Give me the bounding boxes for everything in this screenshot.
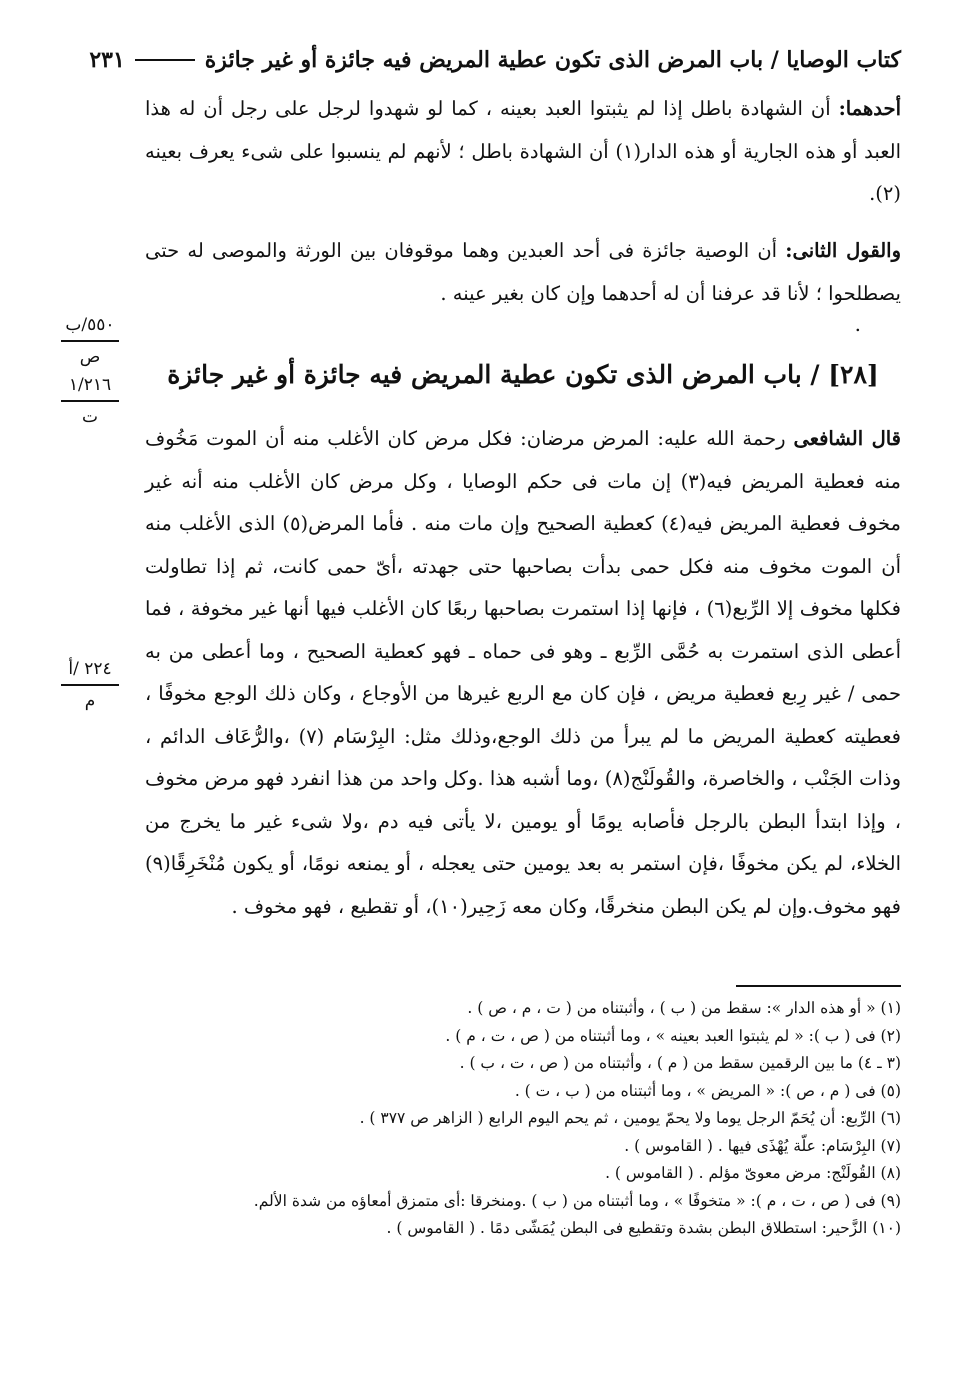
footnote-divider — [736, 985, 901, 987]
margin-note-rule — [61, 684, 119, 686]
paragraph-body: أن الوصية جائزة فى أحد العبدين وهما موقوفان بين الورثة والموصى له حتى يصطلحوا ؛ لأنا قد عرفنا أن له أحدهما وإن كان بغير عينه . — [145, 239, 901, 305]
paragraph-main-text — [145, 418, 901, 928]
footnote: (٢) فى ( ب ): « لم يثبتوا العبد بعينه » ، وما أثبتناه من ( ص ، ت ، م ) . — [445, 1026, 901, 1045]
section-heading: [٢٨] / باب المرض الذى تكون عطية المريض فيه جائزة أو غير جائزة — [167, 360, 879, 389]
paragraph-second-opinion — [145, 230, 901, 315]
footnotes-list — [145, 995, 901, 1243]
page-number: ٢٣١ — [89, 47, 125, 73]
paragraph-lead: والقول الثانى: — [785, 239, 901, 262]
margin-note — [55, 312, 125, 370]
paragraph-text — [145, 418, 901, 928]
paragraph-lead: أحدهما: — [838, 97, 901, 120]
margin-note-top: ١/٢١٦ — [68, 375, 112, 395]
footnote: (٨) القُولَنْج: مرض معوىّ مؤلم . ( القاموس ) . — [605, 1164, 901, 1182]
paragraph-text — [145, 230, 901, 315]
margin-note-bottom: ت — [81, 407, 98, 427]
paragraph-body: رحمة الله عليه: المرض مرضان: فكل مرض كان الأغلب منه أن الموت مَخُوف منه فعطية المريض فيه(٣) إن مات فى حكم الوصايا ، وكل مرض كان الأغلب منه أنه غير مخوف فعطية المريض فيه(٤) كعطية الصحيح وإن مات منه . فأما المرض(٥) الذى الأغلب منه أن الموت مخوف منه فكل حمى بدأت بصاحبها حتى جهدته ،أىّ حمى كانت، ثم إذا تطاولت فكلها مخوف إلا الرِّبع(٦) ، فإنها إذا استمرت بصاحبها ربعًا كان الأغلب فيها أنها غير مخوفة ، فما أعطى الذى استمرت به حُمَّى الرِّبع ـ وهو فى حماه ـ فهو كعطية الصحيح ، وما أعطى من به حمى / غير رِبع فعطية مريض ، فإن كان مع الربع غيرها من الأوجاع ، وكان ذلك الوجع مخوفًا ، فعطيته كعطية المريض ما لم يبرأ من ذلك الوجع،وذلك مثل: البِرْسَام (٧) ،والرُّعَاف الدائم ، وذات الجَنْب ، والخاصرة، والقُولَنْج(٨) ،وما أشبه هذا .وكل واحد من هذا انفرد فهو مرض مخوف ، وإذا ابتدأ البطن بالرجل فأصابه يومًا أو يومين ،لا يأتى فيه دم ،ولا شىء غير ما يخرج من الخلاء، لم يكن مخوفًا ،فإن استمر به بعد يومين حتى يعجله ، أو يمنعه نومًا، أو يكون مُنْخَرِقًا(٩) فهو مخوف.وإن لم يكن البطن منخرقًا، وكان معه زَحِير(١٠)، أو تقطيع ، فهو مخوف . — [145, 427, 902, 918]
paragraph-body: أن الشهادة باطل إذا لم يثبتوا العبد بعينه ، كما لو شهدوا لرجل على رجل أن له هذا العبد أو هذه الجارية أو هذه الدار(١) أن الشهادة باطل ؛ لأنهم لم ينسبوا على شىء يعرف بعينه (٢). — [145, 97, 901, 205]
margin-note-rule — [61, 340, 119, 342]
separator-dot: . — [854, 312, 861, 336]
margin-note — [55, 372, 125, 430]
margin-note-top: ٥٥٠/ب — [65, 315, 115, 335]
footnote: (٦) الرِّبع: أن يُحَمّ الرجل يوما ولا يحمّ يومين ، ثم يحم اليوم الرابع ( الزاهر ص ٣٧٧ ) . — [359, 1109, 901, 1127]
footnote: (١) « أو هذه الدار »: سقط من ( ب ) ، وأثبتناه من ( ت ، م ، ص ) . — [467, 999, 901, 1017]
margin-note — [55, 656, 125, 714]
margin-note-bottom: ص — [79, 347, 101, 367]
margin-note-rule — [61, 400, 119, 402]
margin-note-top: ٢٢٤ /أ — [68, 659, 112, 679]
footnote: (٧) البِرْسَام: علّة يُهْذَى فيها . ( القاموس ) . — [624, 1136, 901, 1155]
header-dash — [135, 59, 195, 61]
paragraph-lead: قال الشافعى — [793, 427, 901, 450]
footnote: (١٠) الزَّحير: استطلاق البطن بشدة وتقطيع فى البطن يُمَشّى دمًا . ( القاموس ) . — [386, 1219, 901, 1237]
running-header — [89, 40, 901, 80]
margin-note-bottom: م — [84, 691, 96, 711]
paragraph-first-opinion — [145, 88, 901, 216]
footnote: (٩) فى ( ص ، ت ، م ): « متخوفًا » ، وما أثبتناه من ( ب ) .ومنخرقا :أى متمزق أمعاؤه من شدة الألم. — [253, 1191, 901, 1210]
footnote: (٥) فى ( م ، ص ): « المريض » ، وما أثبتناه من ( ب ، ت ) . — [514, 1081, 901, 1100]
header-title: كتاب الوصايا / باب المرض الذى تكون عطية المريض فيه جائزة أو غير جائزة — [204, 47, 901, 73]
footnote: (٣ ـ ٤) ما بين الرقمين سقط من ( م ) ، وأثبتناه من ( ص ، ت ، ب ) . — [459, 1054, 901, 1072]
paragraph-text — [145, 88, 901, 216]
